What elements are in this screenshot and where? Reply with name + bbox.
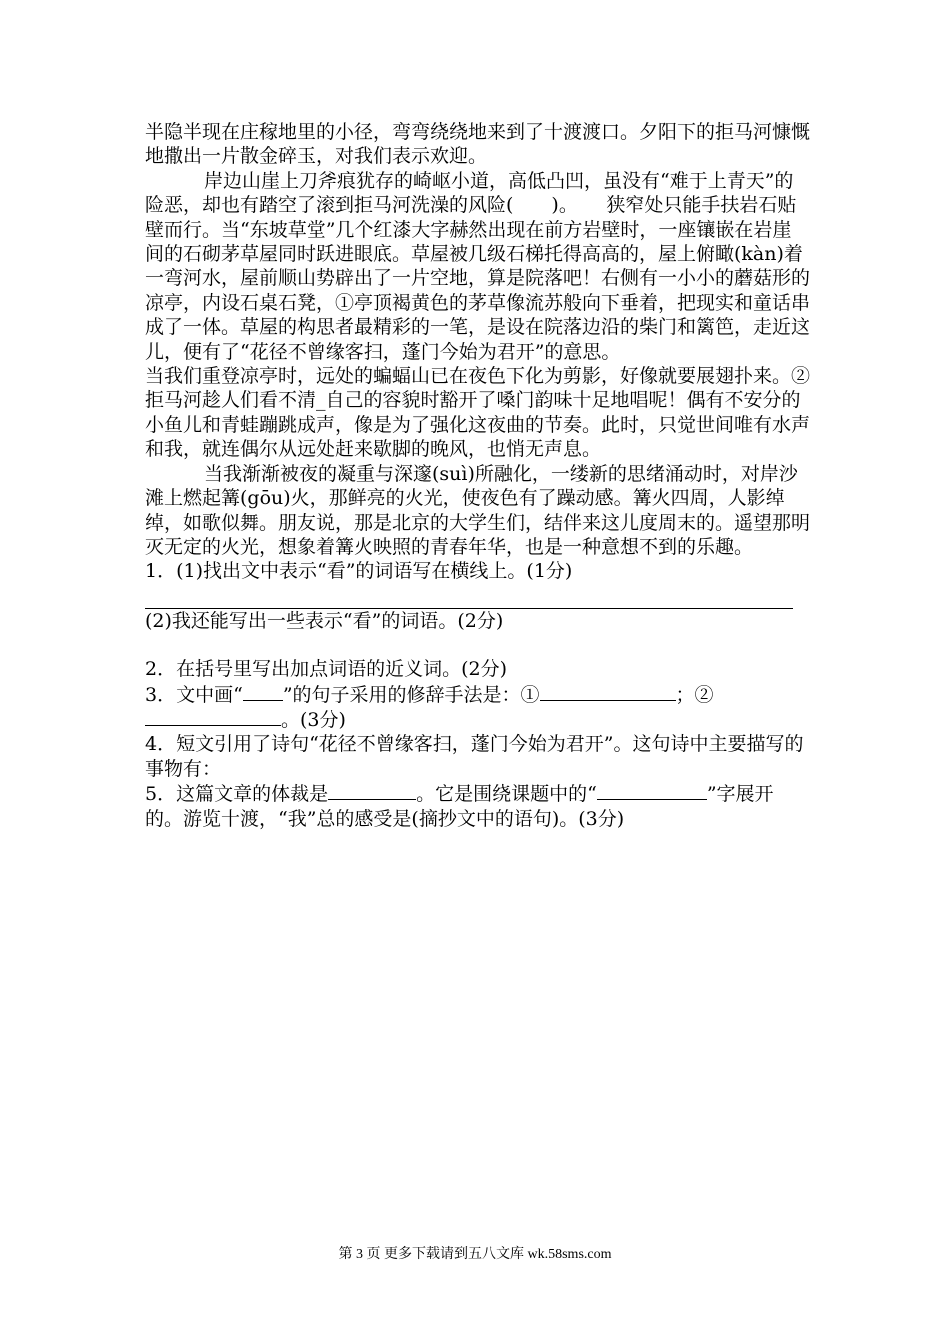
article-paragraph-1: 半隐半现在庄稼地里的小径，弯弯绕绕地来到了十渡渡口。夕阳下的拒马河慷慨地撒出一片散金碎玉，对我们表示欢迎。: [145, 121, 811, 168]
article-paragraph-4: 当我渐渐被夜的凝重与深邃(suì)所融化，一缕新的思绪涌动时，对岸沙滩上燃起篝(gōu)火，那鲜亮的火光，使夜色有了躁动感。篝火四周，人影绰绰，如歌似舞。朋友说，那是北京的大学生们，结伴来这儿度周末的。遥望那明灭无定的火光，想象着篝火映照的青春年华，也是一种意想不到的乐趣。: [145, 462, 811, 558]
underline-marker: [243, 682, 283, 701]
article-paragraph-2: 岸边山崖上刀斧痕犹存的崎岖小道，高低凸凹，虽没有“难于上青天”的险恶，却也有踏空了滚到拒马河洗澡的风险( )。 狭窄处只能手扶岩石贴壁而行。当“东坡草堂”几个红漆大字赫然出现在前方岩壁时，一座镶嵌在岩崖间的石砌茅草屋同时跃进眼底。草屋被几级石梯托得高高的，屋上俯瞰(kàn)着一弯河水，屋前顺山势辟出了一片空地，算是院落吧！右侧有一小小的蘑菇形的凉亭，内设石桌石凳，①亭顶褐黄色的茅草像流苏般向下垂着，把现实和童话串成了一体。草屋的构思者最精彩的一笔，是设在院落边沿的柴门和篱笆，走近这儿，便有了“花径不曾缘客扫，蓬门今始为君开”的意思。: [145, 169, 811, 363]
question-1-part-1: 1．(1)找出文中表示“看”的词语写在横线上。(1分): [145, 560, 573, 583]
question-5: [145, 781, 810, 831]
question-3-text-a: 3．文中画“: [145, 683, 243, 706]
answer-line[interactable]: [145, 584, 793, 609]
question-5-text-c: ”字展开的。游览十渡，“我”总的感受是(摘抄文中的语句)。(3分): [145, 783, 774, 830]
page-footer: 第 3 页 更多下载请到五八文库 wk.58sms.com: [338, 1247, 612, 1262]
question-3-text-d: 。(3分): [281, 708, 346, 731]
article-paragraph-3: 当我们重登凉亭时，远处的蝙蝠山已在夜色下化为剪影，好像就要展翅扑来。②拒马河趁人们看不清_自己的容貌时豁开了嗓门韵味十足地唱呢！偶有不安分的小鱼儿和青蛙蹦跳成声，像是为了强化这夜曲的节奏。此时，只觉世间唯有水声和我，就连偶尔从远处赶来歇脚的晚风，也悄无声息。: [145, 365, 811, 461]
answer-blank-keyword[interactable]: [597, 781, 707, 800]
answer-blank-1[interactable]: [540, 682, 676, 701]
question-4: 4．短文引用了诗句“花径不曾缘客扫，蓬门今始为君开”。这句诗中主要描写的事物有：: [145, 733, 804, 780]
question-3-text-c: ；②: [675, 683, 714, 706]
question-2: 2．在括号里写出加点词语的近义词。(2分): [145, 658, 508, 681]
question-3: [145, 682, 810, 733]
answer-blank-2[interactable]: [145, 707, 281, 726]
question-3-text-b: ”的句子采用的修辞手法是：①: [282, 683, 540, 706]
document-content: [145, 120, 810, 831]
question-5-text-a: 5．这篇文章的体裁是: [145, 783, 329, 806]
answer-blank-genre[interactable]: [328, 781, 416, 800]
question-5-text-b: 。它是围绕课题中的“: [416, 783, 597, 806]
question-1-part-2: (2)我还能写出一些表示“看”的词语。(2分): [145, 609, 504, 632]
answer-space: [145, 633, 810, 657]
